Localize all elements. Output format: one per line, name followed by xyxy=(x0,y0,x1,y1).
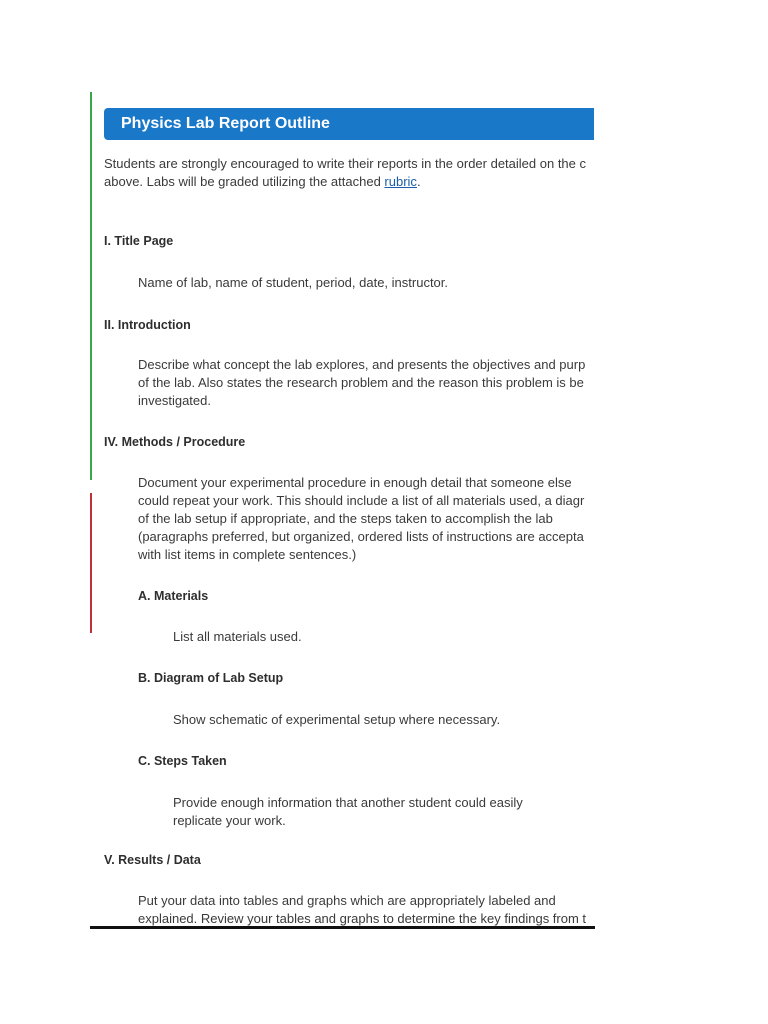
intro-line-2 xyxy=(104,173,594,191)
section-heading-title-page: I. Title Page xyxy=(104,234,174,248)
bottom-divider xyxy=(90,926,595,929)
steps-line-1: Provide enough information that another student could easily xyxy=(173,795,523,810)
materials-text: List all materials used. xyxy=(173,629,302,644)
title-page-text: Name of lab, name of student, period, date, instructor. xyxy=(138,275,449,290)
steps-text xyxy=(173,794,523,830)
introduction-line-2: of the lab. Also states the research problem and the reason this problem is be xyxy=(138,375,584,390)
diagram-text: Show schematic of experimental setup where necessary. xyxy=(173,712,501,727)
results-text xyxy=(138,892,586,928)
page-title: Physics Lab Report Outline xyxy=(121,115,330,132)
intro-line-2-end: . xyxy=(416,174,421,189)
methods-line-2: could repeat your work. This should include a list of all materials used, a diagr xyxy=(138,493,585,508)
rubric-link[interactable]: rubric xyxy=(384,174,417,189)
intro-line-2-text: above. Labs will be graded utilizing the attached xyxy=(104,174,385,189)
intro-line-1: Students are strongly encouraged to write their reports in the order detailed on the c xyxy=(104,156,587,171)
methods-line-1: Document your experimental procedure in enough detail that someone else xyxy=(138,475,572,490)
methods-line-4: (paragraphs preferred, but organized, ordered lists of instructions are accepta xyxy=(138,529,584,544)
methods-line-5: with list items in complete sentences.) xyxy=(138,547,357,562)
results-line-1: Put your data into tables and graphs which are appropriately labeled and xyxy=(138,893,556,908)
results-line-2: explained. Review your tables and graphs to determine the key findings from t xyxy=(138,911,587,926)
left-margin-bar-green xyxy=(90,92,92,480)
methods-line-3: of the lab setup if appropriate, and the steps taken to accomplish the lab xyxy=(138,511,553,526)
introduction-line-3: investigated. xyxy=(138,393,211,408)
introduction-text xyxy=(138,356,585,410)
section-heading-results: V. Results / Data xyxy=(104,853,201,867)
title-banner xyxy=(104,108,594,140)
intro-paragraph xyxy=(104,155,594,191)
document-page xyxy=(104,108,594,930)
left-margin-bar-red xyxy=(90,493,92,633)
subsection-heading-diagram: B. Diagram of Lab Setup xyxy=(138,671,284,685)
methods-text xyxy=(138,474,584,564)
steps-line-2: replicate your work. xyxy=(173,813,286,828)
subsection-heading-materials: A. Materials xyxy=(138,589,209,603)
section-heading-methods: IV. Methods / Procedure xyxy=(104,435,246,449)
section-heading-introduction: II. Introduction xyxy=(104,318,191,332)
subsection-heading-steps: C. Steps Taken xyxy=(138,754,227,768)
introduction-line-1: Describe what concept the lab explores, and presents the objectives and purp xyxy=(138,357,586,372)
